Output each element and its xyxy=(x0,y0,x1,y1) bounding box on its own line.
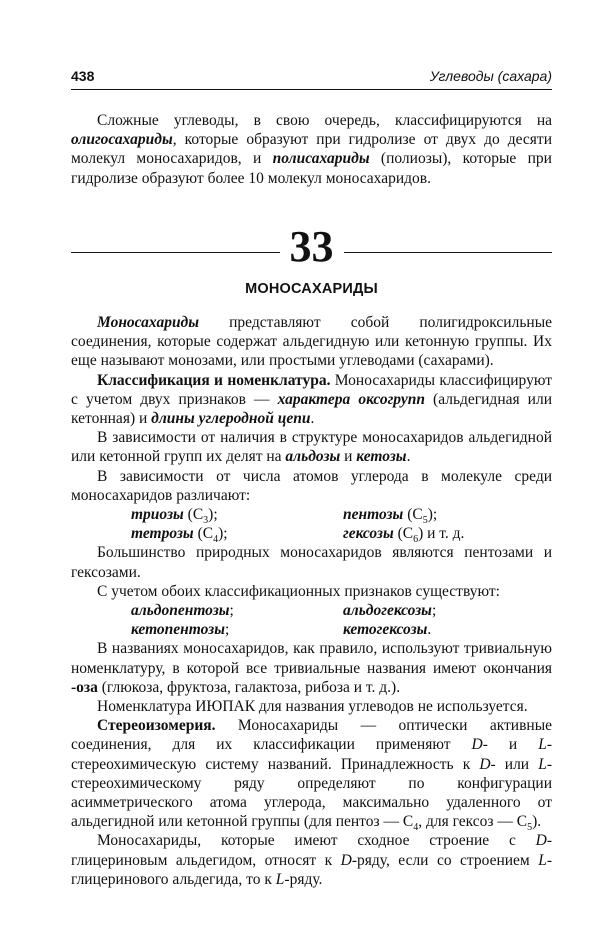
subscript: 5 xyxy=(422,515,428,527)
text-run: - и xyxy=(482,736,539,754)
term-monosaccharides: Моносахариды xyxy=(97,314,200,331)
paragraph-classification xyxy=(71,371,552,429)
text-run: В зависимости от наличия в структуре моносахаридов альдегидной или кетонной групп их делят на xyxy=(71,429,552,466)
text-run: ; xyxy=(431,602,437,620)
text-run: . xyxy=(310,410,315,428)
running-title: Углеводы (сахара) xyxy=(429,68,552,84)
subscript: 5 xyxy=(527,822,533,834)
list-item xyxy=(343,601,543,620)
text-run: -ряду. xyxy=(284,870,323,888)
text-run: , которые образуют при гидролизе от двух до десяти молекул моносахаридов, и xyxy=(71,131,552,168)
symbol-l: L xyxy=(538,755,547,773)
paragraph-combined xyxy=(71,582,552,601)
text-run: Номенклатура ИЮПАК для названия углеводов не используется. xyxy=(97,698,528,716)
subscript: 6 xyxy=(413,534,419,546)
term-ketoses: кетозы xyxy=(356,448,407,466)
chapter-rule-left xyxy=(71,252,280,253)
symbol-d: D xyxy=(471,736,483,754)
text-run: ); xyxy=(208,506,218,524)
text-run: (C xyxy=(403,506,423,524)
header-rule xyxy=(71,89,552,90)
symbol-l: L xyxy=(538,851,547,869)
intro-text xyxy=(71,111,552,188)
text-run: ; xyxy=(224,621,230,639)
list-item xyxy=(131,524,343,546)
term-oligosaccharides: олигосахариды xyxy=(71,131,173,149)
chapter-number: 33 xyxy=(289,222,334,271)
text-run: С учетом обоих классификационных признаков существуют: xyxy=(97,582,500,600)
symbol-l: L xyxy=(538,736,547,754)
text-run: Сложные углеводы, в свою очередь, классифицируются на xyxy=(97,112,552,129)
list-item xyxy=(131,505,343,527)
text-run: (альдегидная или кетонная) и xyxy=(71,390,553,428)
term-trioses: триозы xyxy=(131,506,184,524)
text-run: В зависимости от числа атомов углерода в молекуле среди моносахаридов различают: xyxy=(71,467,552,504)
text-run: -ряду, если со строением xyxy=(351,851,539,869)
subscript: 3 xyxy=(203,515,209,527)
text-run: представляют собой полигидроксильные соединения, которые содержат альдегидную или кетонную группы. Их еще называют монозами, или простыми углеводами (сахарами). xyxy=(71,314,552,370)
subscript: 4 xyxy=(413,822,419,834)
text-run: ); xyxy=(427,506,438,524)
text-run: , для гексоз — C xyxy=(418,813,528,831)
text-run: (глюкоза, фруктоза, галактоза, рибоза и т. д.). xyxy=(97,678,401,696)
symbol-d: D xyxy=(479,755,491,773)
subheading-stereoisomerism: Стереоизомерия. xyxy=(97,717,216,735)
text-run: -стереохимическую систему названий. Принадлежность к xyxy=(71,736,552,773)
term-aldopentoses: альдопентозы xyxy=(131,602,230,620)
text-run: ). xyxy=(532,813,542,831)
text-run: ; xyxy=(229,602,234,620)
text-run: - или xyxy=(490,755,539,773)
text-run: . xyxy=(427,621,432,639)
term-pentoses: пентозы xyxy=(343,506,404,524)
term-chain-length: длины углеродной цепи xyxy=(151,410,311,428)
paragraph-iupac xyxy=(71,697,552,716)
combined-types-list xyxy=(71,601,552,639)
term-ketohexoses: кетогексозы xyxy=(343,621,428,639)
paragraph-glyceraldehyde xyxy=(71,831,552,889)
suffix-oza: -оза xyxy=(71,678,98,696)
text-run: Моносахариды, которые имеют сходное строение с xyxy=(97,832,536,850)
text-run: (C xyxy=(393,525,414,543)
paragraph-trivial-names xyxy=(71,639,552,697)
intro-paragraph xyxy=(71,111,552,188)
term-aldoses: альдозы xyxy=(285,448,341,466)
text-run: (C xyxy=(193,525,214,543)
body-text xyxy=(71,313,552,889)
term-oxo-groups: характера оксогрупп xyxy=(277,390,425,408)
list-item xyxy=(131,601,343,620)
text-run: Моносахариды — оптически активные соединения, для их классификации применяют xyxy=(71,717,552,754)
chapter-heading xyxy=(71,219,552,275)
term-ketopentoses: кетопентозы xyxy=(131,621,225,639)
page-number: 438 xyxy=(71,68,95,84)
paragraph-carbon-count xyxy=(71,467,552,505)
text-run: -стереохимическому ряду определяют по конфигурации асимметрического атома углерода, максимально удаленного от альдегидной или кетонной группы (для пентоз — C xyxy=(71,755,552,831)
list-item xyxy=(343,505,543,527)
text-run: Моносахариды классифицируют с учетом двух признаков — xyxy=(71,371,552,408)
paragraph-natural xyxy=(71,543,552,581)
text-run: -глицериновым альдегидом, относят к xyxy=(71,832,552,869)
text-run: (C xyxy=(183,506,204,524)
term-polysaccharides: полисахариды xyxy=(272,150,370,168)
list-item xyxy=(131,620,343,639)
symbol-d: D xyxy=(535,832,547,850)
symbol-l: L xyxy=(275,870,285,888)
chapter-title: МОНОСАХАРИДЫ xyxy=(245,281,378,297)
subscript: 4 xyxy=(213,534,219,546)
text-run: ); xyxy=(218,525,228,543)
text-run: (полиозы), которые при гидролизе образуют более 10 молекул моносахаридов. xyxy=(71,150,552,187)
text-run: и xyxy=(340,448,357,466)
chapter-rule-right xyxy=(344,252,553,253)
symbol-d: D xyxy=(340,851,352,869)
term-aldohexoses: альдогексозы xyxy=(343,602,432,620)
subheading-classification: Классификация и номенклатура. xyxy=(97,371,331,389)
running-header xyxy=(71,68,552,88)
list-item xyxy=(343,620,543,639)
list-item xyxy=(343,524,543,546)
text-run: ) и т. д. xyxy=(418,525,465,543)
term-tetroses: тетрозы xyxy=(131,525,194,543)
term-hexoses: гексозы xyxy=(343,525,394,543)
text-run: Большинство природных моносахаридов являются пентозами и гексозами. xyxy=(71,544,552,581)
paragraph-stereoisomerism xyxy=(71,716,552,834)
text-run: . xyxy=(406,448,411,466)
paragraph-definition xyxy=(71,313,552,371)
text-run: -глицеринового альдегида, то к xyxy=(71,851,553,888)
text-run: В названиях моносахаридов, как правило, используют тривиальную номенклатуру, в которой все тривиальные названия имеют окончания xyxy=(71,640,552,677)
carbon-count-list xyxy=(71,505,552,546)
paragraph-aldoses-ketoses xyxy=(71,428,552,466)
